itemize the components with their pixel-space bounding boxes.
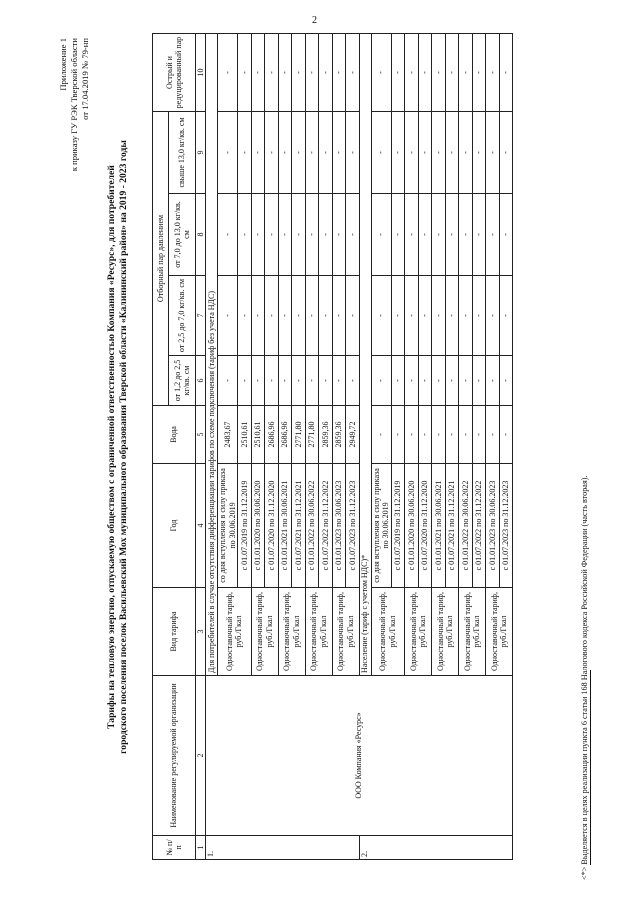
column-number: 8 bbox=[196, 194, 206, 276]
water-cell: - bbox=[486, 406, 500, 464]
steam-value-cell: - bbox=[445, 276, 459, 356]
steam-value-cell: - bbox=[405, 356, 419, 406]
tariff-type-cell: Одноставочный тариф, руб./Гкал bbox=[432, 588, 459, 676]
steam-value-cell: - bbox=[391, 34, 405, 112]
steam-value-cell: - bbox=[405, 34, 419, 112]
steam-value-cell: - bbox=[499, 34, 513, 112]
steam-value-cell: - bbox=[499, 112, 513, 194]
steam-value-cell: - bbox=[278, 112, 292, 194]
appendix-line-2: к приказу ГУ РЭК Тверской области bbox=[69, 38, 79, 172]
steam-value-cell: - bbox=[391, 276, 405, 356]
steam-value-cell: - bbox=[251, 356, 265, 406]
header-org: Наименование регулируемой организации bbox=[153, 676, 196, 836]
water-cell: - bbox=[405, 406, 419, 464]
steam-value-cell: - bbox=[346, 356, 360, 406]
year-cell: с 01.07.2019 по 31.12.2019 bbox=[391, 464, 405, 588]
column-number: 9 bbox=[196, 112, 206, 194]
year-cell: с 01.01.2022 по 30.06.2022 bbox=[459, 464, 473, 588]
steam-value-cell: - bbox=[445, 356, 459, 406]
steam-value-cell: - bbox=[486, 34, 500, 112]
column-number-row bbox=[196, 34, 206, 860]
steam-value-cell: - bbox=[218, 356, 238, 406]
steam-value-cell: - bbox=[459, 34, 473, 112]
steam-value-cell: - bbox=[486, 276, 500, 356]
section-label: Население (тариф с учетом НДС)* bbox=[359, 34, 371, 676]
steam-value-cell: - bbox=[319, 356, 333, 406]
year-cell: с 01.01.2023 по 30.06.2023 bbox=[486, 464, 500, 588]
steam-value-cell: - bbox=[486, 356, 500, 406]
steam-value-cell: - bbox=[251, 194, 265, 276]
section-number: 2. bbox=[359, 836, 513, 860]
title-line-2: городского поселения поселок Васильевский Мох муниципального образования Тверской области «Калининский район» на 2019 - 2023 годы bbox=[118, 140, 129, 754]
steam-value-cell: - bbox=[486, 112, 500, 194]
column-number: 2 bbox=[196, 676, 206, 836]
steam-value-cell: - bbox=[292, 276, 306, 356]
steam-value-cell: - bbox=[445, 34, 459, 112]
year-cell: со дня вступления в силу приказа по 30.06.2019 bbox=[218, 464, 238, 588]
header-pressure-1: от 1,2 до 2,5 кг/кв. см bbox=[169, 356, 196, 406]
year-cell: с 01.07.2020 по 31.12.2020 bbox=[418, 464, 432, 588]
steam-value-cell: - bbox=[432, 34, 446, 112]
steam-value-cell: - bbox=[499, 194, 513, 276]
steam-value-cell: - bbox=[218, 276, 238, 356]
steam-value-cell: - bbox=[332, 34, 346, 112]
header-pressure-3: от 7,0 до 13,0 кг/кв. см bbox=[169, 194, 196, 276]
steam-value-cell: - bbox=[432, 194, 446, 276]
steam-value-cell: - bbox=[305, 34, 319, 112]
rotated-sheet bbox=[0, 32, 600, 862]
steam-value-cell: - bbox=[472, 194, 486, 276]
steam-value-cell: - bbox=[265, 194, 279, 276]
steam-value-cell: - bbox=[278, 356, 292, 406]
steam-value-cell: - bbox=[371, 194, 391, 276]
steam-value-cell: - bbox=[346, 34, 360, 112]
steam-value-cell: - bbox=[265, 356, 279, 406]
year-cell: с 01.01.2023 по 30.06.2023 bbox=[332, 464, 346, 588]
tariff-type-cell: Одноставочный тариф, руб./Гкал bbox=[371, 588, 405, 676]
footnote-separator bbox=[590, 670, 591, 865]
steam-value-cell: - bbox=[391, 112, 405, 194]
water-cell: - bbox=[459, 406, 473, 464]
steam-value-cell: - bbox=[371, 356, 391, 406]
water-cell: - bbox=[499, 406, 513, 464]
water-cell: 2510,61 bbox=[251, 406, 265, 464]
steam-value-cell: - bbox=[486, 194, 500, 276]
steam-value-cell: - bbox=[218, 194, 238, 276]
steam-value-cell: - bbox=[459, 356, 473, 406]
steam-value-cell: - bbox=[432, 276, 446, 356]
steam-value-cell: - bbox=[391, 194, 405, 276]
column-number: 3 bbox=[196, 588, 206, 676]
year-cell: с 01.07.2019 по 31.12.2019 bbox=[238, 464, 252, 588]
column-number: 10 bbox=[196, 34, 206, 112]
column-number: 1 bbox=[196, 836, 206, 860]
steam-value-cell: - bbox=[391, 356, 405, 406]
steam-value-cell: - bbox=[251, 34, 265, 112]
steam-value-cell: - bbox=[218, 112, 238, 194]
steam-value-cell: - bbox=[319, 112, 333, 194]
water-cell: - bbox=[418, 406, 432, 464]
steam-value-cell: - bbox=[459, 194, 473, 276]
tariff-type-cell: Одноставочный тариф, руб./Гкал bbox=[459, 588, 486, 676]
steam-value-cell: - bbox=[251, 112, 265, 194]
tariff-type-cell: Одноставочный тариф, руб./Гкал bbox=[486, 588, 513, 676]
steam-value-cell: - bbox=[405, 112, 419, 194]
section-number: 1. bbox=[206, 836, 360, 860]
tariff-type-cell: Одноставочный тариф, руб./Гкал bbox=[278, 588, 305, 676]
steam-value-cell: - bbox=[292, 194, 306, 276]
steam-value-cell: - bbox=[265, 112, 279, 194]
tariff-type-cell: Одноставочный тариф, руб./Гкал bbox=[251, 588, 278, 676]
steam-value-cell: - bbox=[292, 356, 306, 406]
water-cell: - bbox=[391, 406, 405, 464]
steam-value-cell: - bbox=[499, 276, 513, 356]
water-cell: 2859,36 bbox=[319, 406, 333, 464]
steam-value-cell: - bbox=[238, 356, 252, 406]
steam-value-cell: - bbox=[292, 112, 306, 194]
steam-value-cell: - bbox=[332, 194, 346, 276]
water-cell: 2483,67 bbox=[218, 406, 238, 464]
steam-value-cell: - bbox=[459, 276, 473, 356]
steam-value-cell: - bbox=[472, 112, 486, 194]
steam-value-cell: - bbox=[346, 276, 360, 356]
water-cell: - bbox=[445, 406, 459, 464]
steam-value-cell: - bbox=[432, 356, 446, 406]
steam-value-cell: - bbox=[305, 194, 319, 276]
header-steam-group: Отборный пар давлением bbox=[153, 112, 169, 406]
steam-value-cell: - bbox=[319, 34, 333, 112]
footnote: <*> Выделяется в целях реализации пункта 6 статьи 168 Налогового кодекса Российской Федерации (часть вторая). bbox=[580, 475, 589, 880]
steam-value-cell: - bbox=[265, 34, 279, 112]
steam-value-cell: - bbox=[445, 112, 459, 194]
steam-value-cell: - bbox=[251, 276, 265, 356]
steam-value-cell: - bbox=[238, 34, 252, 112]
year-cell: с 01.07.2021 по 31.12.2021 bbox=[292, 464, 306, 588]
tariff-type-cell: Одноставочный тариф, руб./Гкал bbox=[218, 588, 252, 676]
steam-value-cell: - bbox=[305, 276, 319, 356]
tariff-table bbox=[152, 33, 513, 860]
water-cell: 2859,36 bbox=[332, 406, 346, 464]
year-cell: с 01.07.2021 по 31.12.2021 bbox=[445, 464, 459, 588]
steam-value-cell: - bbox=[292, 34, 306, 112]
water-cell: 2949,72 bbox=[346, 406, 360, 464]
section-header-row bbox=[206, 34, 218, 860]
header-sharp-steam: Острый и редуцированный пар bbox=[153, 34, 196, 112]
water-cell: 2686,96 bbox=[278, 406, 292, 464]
steam-value-cell: - bbox=[305, 112, 319, 194]
title-line-1: Тарифы на тепловую энергию, отпускаемую обществом с ограниченной ответственностью Компания «Ресурс», для потребителей bbox=[106, 165, 117, 729]
page-number: 2 bbox=[312, 15, 317, 26]
steam-value-cell: - bbox=[238, 276, 252, 356]
steam-value-cell: - bbox=[418, 356, 432, 406]
year-cell: с 01.01.2020 по 30.06.2020 bbox=[251, 464, 265, 588]
appendix-block bbox=[58, 38, 91, 171]
steam-value-cell: - bbox=[278, 34, 292, 112]
year-cell: с 01.07.2020 по 31.12.2020 bbox=[265, 464, 279, 588]
org-name: ООО Компания «Ресурс» bbox=[206, 676, 513, 836]
steam-value-cell: - bbox=[332, 112, 346, 194]
water-cell: - bbox=[472, 406, 486, 464]
steam-value-cell: - bbox=[405, 194, 419, 276]
column-number: 4 bbox=[196, 464, 206, 588]
steam-value-cell: - bbox=[238, 112, 252, 194]
steam-value-cell: - bbox=[418, 34, 432, 112]
water-cell: - bbox=[371, 406, 391, 464]
tariff-type-cell: Одноставочный тариф, руб./Гкал bbox=[305, 588, 332, 676]
steam-value-cell: - bbox=[332, 356, 346, 406]
year-cell: с 01.01.2021 по 30.06.2021 bbox=[432, 464, 446, 588]
steam-value-cell: - bbox=[472, 276, 486, 356]
header-tariff-type: Вид тарифа bbox=[153, 588, 196, 676]
year-cell: с 01.07.2023 по 31.12.2023 bbox=[346, 464, 360, 588]
steam-value-cell: - bbox=[371, 34, 391, 112]
tariff-type-cell: Одноставочный тариф, руб./Гкал bbox=[332, 588, 359, 676]
steam-value-cell: - bbox=[418, 112, 432, 194]
water-cell: 2686,96 bbox=[265, 406, 279, 464]
steam-value-cell: - bbox=[218, 34, 238, 112]
year-cell: с 01.01.2020 по 30.06.2020 bbox=[405, 464, 419, 588]
steam-value-cell: - bbox=[472, 356, 486, 406]
steam-value-cell: - bbox=[278, 194, 292, 276]
steam-value-cell: - bbox=[445, 194, 459, 276]
steam-value-cell: - bbox=[472, 34, 486, 112]
document-title bbox=[106, 32, 130, 862]
steam-value-cell: - bbox=[278, 276, 292, 356]
header-pressure-2: от 2,5 до 7,0 кг/кв. см bbox=[169, 276, 196, 356]
steam-value-cell: - bbox=[346, 194, 360, 276]
year-cell: с 01.01.2021 по 30.06.2021 bbox=[278, 464, 292, 588]
steam-value-cell: - bbox=[238, 194, 252, 276]
section-label: Для потребителей в случае отсутствия дифференциации тарифов по схеме подключения (тариф без учета НДС) bbox=[206, 34, 218, 676]
year-cell: с 01.07.2022 по 31.12.2022 bbox=[319, 464, 333, 588]
year-cell: с 01.07.2022 по 31.12.2022 bbox=[472, 464, 486, 588]
steam-value-cell: - bbox=[319, 194, 333, 276]
water-cell: 2771,80 bbox=[305, 406, 319, 464]
steam-value-cell: - bbox=[418, 194, 432, 276]
year-cell: с 01.01.2022 по 30.06.2022 bbox=[305, 464, 319, 588]
steam-value-cell: - bbox=[418, 276, 432, 356]
year-cell: с 01.07.2023 по 31.12.2023 bbox=[499, 464, 513, 588]
column-number: 5 bbox=[196, 406, 206, 464]
steam-value-cell: - bbox=[265, 276, 279, 356]
water-cell: - bbox=[432, 406, 446, 464]
steam-value-cell: - bbox=[332, 276, 346, 356]
column-number: 6 bbox=[196, 356, 206, 406]
header-year: Год bbox=[153, 464, 196, 588]
appendix-line-1: Приложение 1 bbox=[58, 38, 68, 91]
steam-value-cell: - bbox=[459, 112, 473, 194]
steam-value-cell: - bbox=[305, 356, 319, 406]
header-num: № п/ п bbox=[153, 836, 196, 860]
column-number: 7 bbox=[196, 276, 206, 356]
appendix-line-3: от 17.04.2019 № 79-нп bbox=[80, 38, 90, 120]
steam-value-cell: - bbox=[405, 276, 419, 356]
steam-value-cell: - bbox=[499, 356, 513, 406]
steam-value-cell: - bbox=[371, 112, 391, 194]
steam-value-cell: - bbox=[432, 112, 446, 194]
water-cell: 2771,80 bbox=[292, 406, 306, 464]
steam-value-cell: - bbox=[346, 112, 360, 194]
header-pressure-4: свыше 13,0 кг/кв. см bbox=[169, 112, 196, 194]
steam-value-cell: - bbox=[319, 276, 333, 356]
steam-value-cell: - bbox=[371, 276, 391, 356]
water-cell: 2510,61 bbox=[238, 406, 252, 464]
header-water: Вода bbox=[153, 406, 196, 464]
year-cell: со дня вступления в силу приказа по 30.06.2019 bbox=[371, 464, 391, 588]
tariff-type-cell: Одноставочный тариф, руб./Гкал bbox=[405, 588, 432, 676]
